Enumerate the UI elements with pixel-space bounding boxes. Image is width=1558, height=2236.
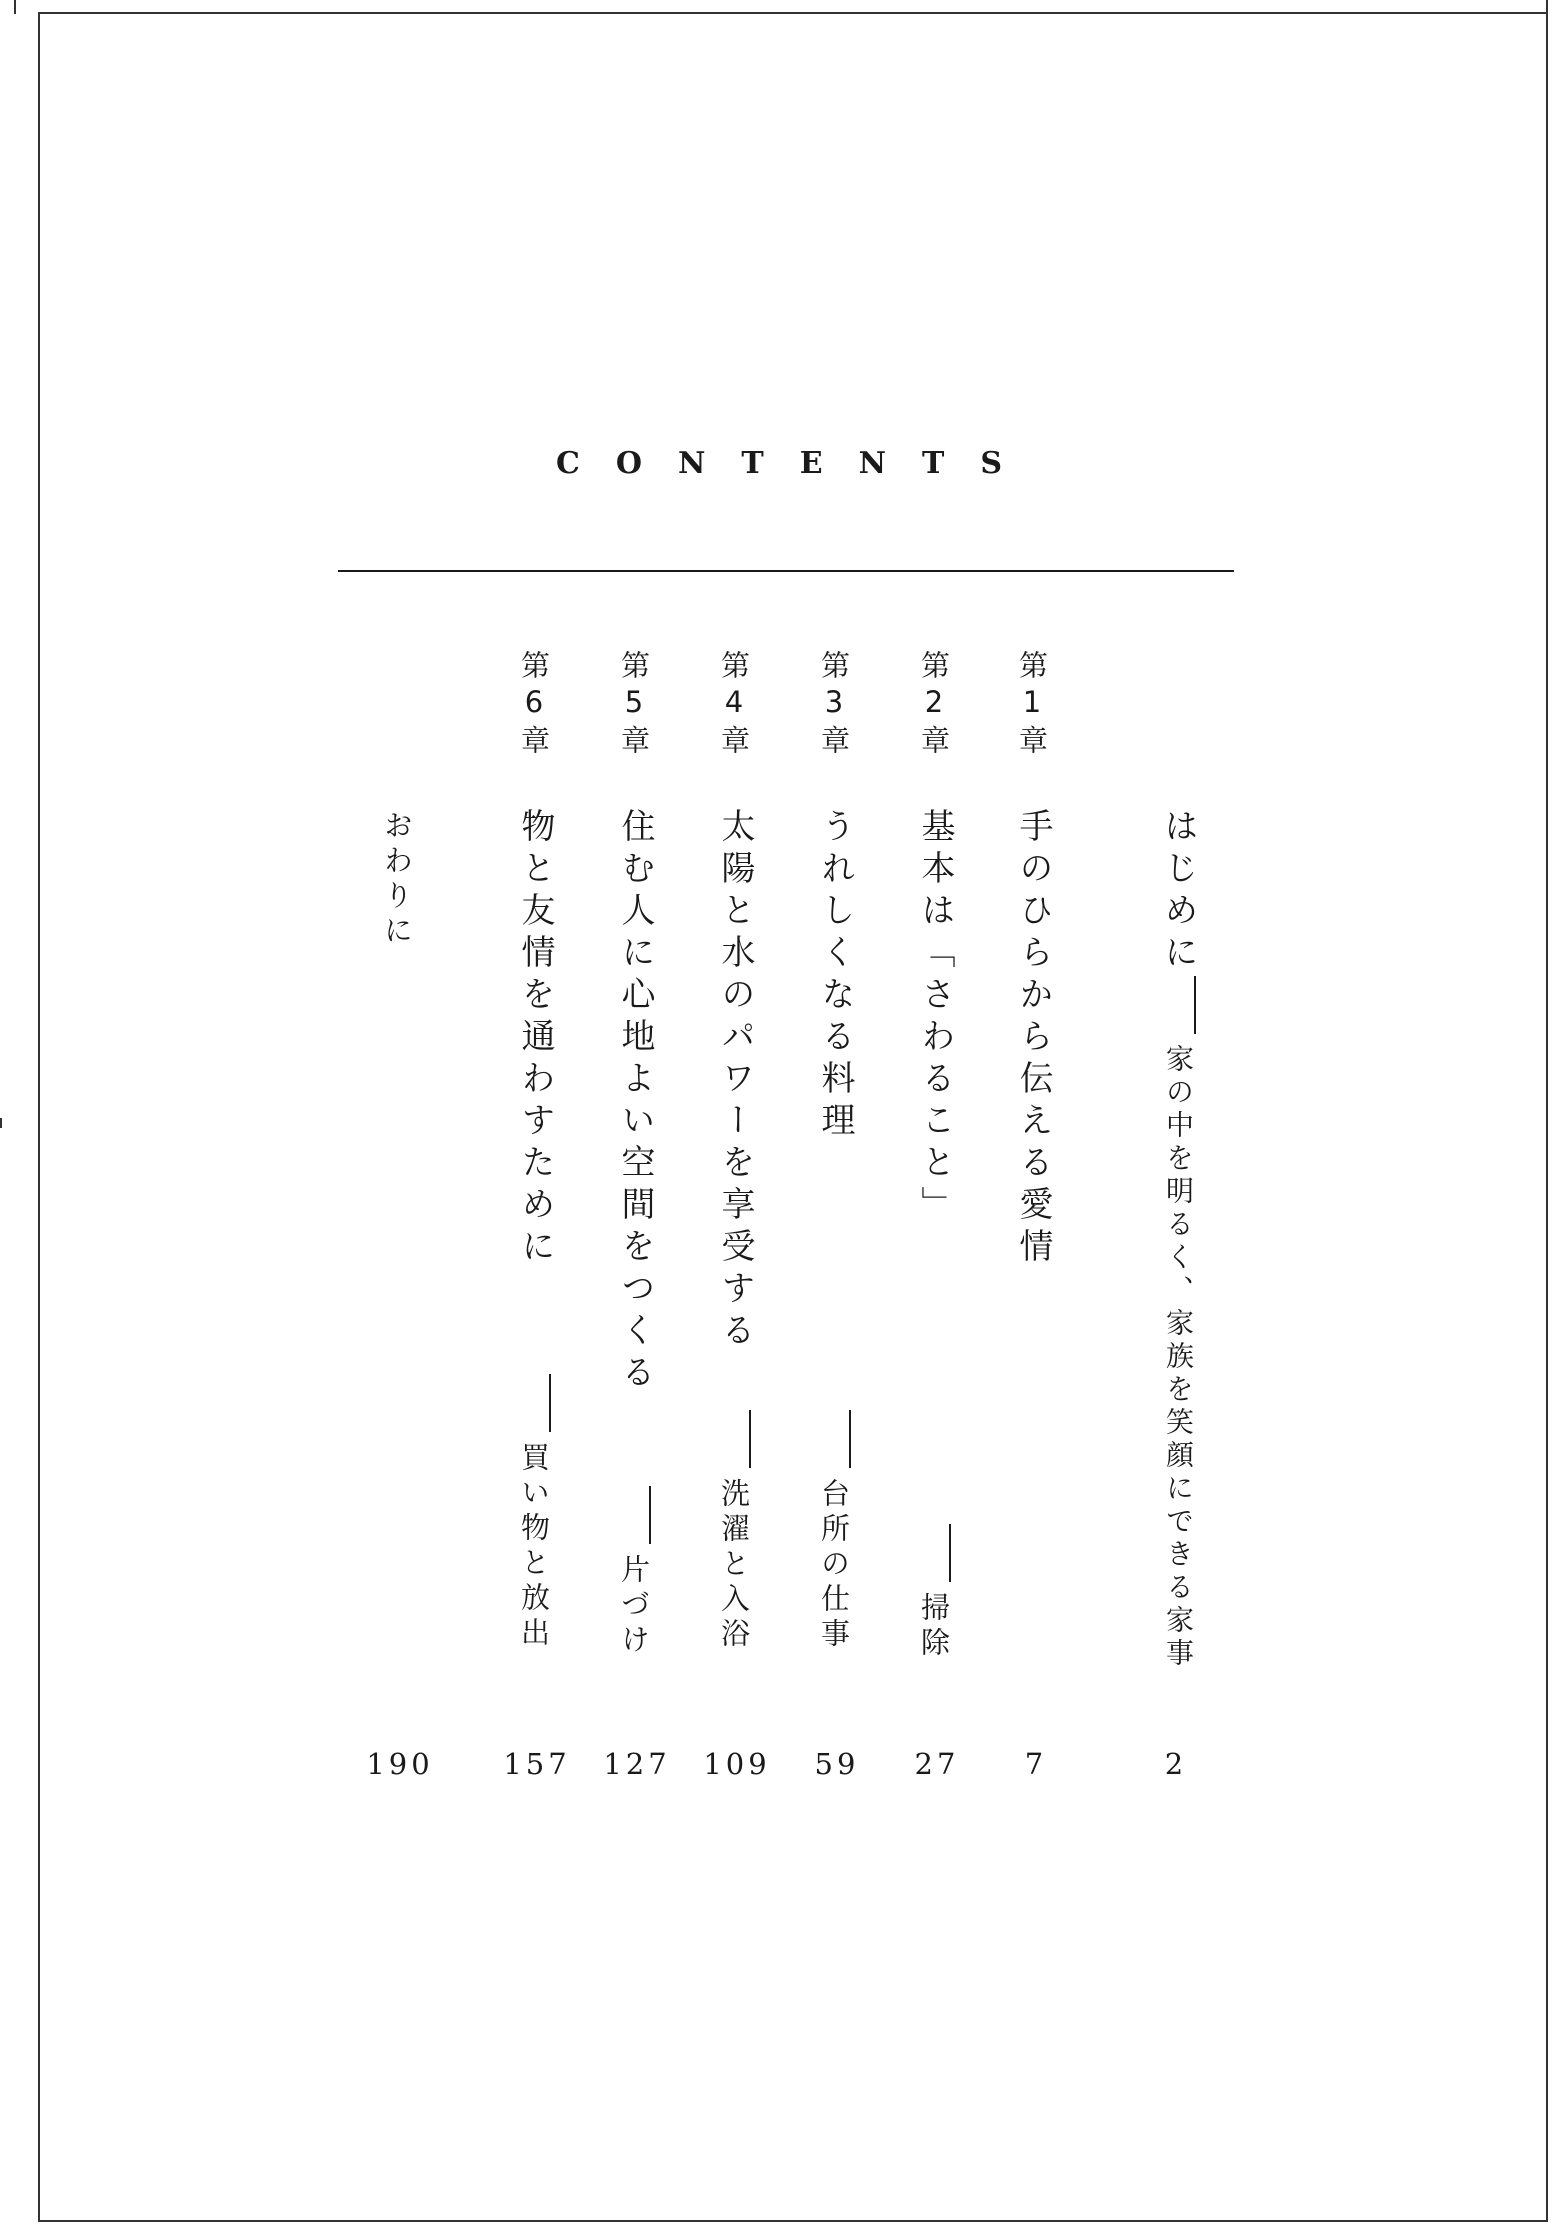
page-number-chapter-4: 109 xyxy=(703,1747,771,1781)
chapter-4-subtitle: 洗濯と入浴 xyxy=(717,1478,751,1653)
chapter-1-number: 第1章 xyxy=(1015,650,1049,760)
page-frame xyxy=(38,12,1548,2222)
crop-mark-top-left xyxy=(14,0,16,14)
page-number-chapter-6: 157 xyxy=(503,1747,571,1781)
page-number-chapter-2: 27 xyxy=(914,1747,960,1781)
em-dash xyxy=(649,1486,651,1544)
chapter-6-subtitle-wrap xyxy=(517,1374,551,1652)
chapter-2-title[interactable]: 基本は「さわること」 xyxy=(915,808,955,1228)
chapter-3-subtitle: 台所の仕事 xyxy=(817,1478,851,1653)
chapter-4-number: 第4章 xyxy=(717,650,751,760)
em-dash xyxy=(1194,976,1196,1034)
crop-mark-left-middle xyxy=(0,1118,2,1128)
chapter-1-title[interactable]: 手のひらから伝える愛情 xyxy=(1013,808,1053,1270)
chapter-6-title[interactable]: 物と友情を通わすために xyxy=(515,808,555,1270)
chapter-6-subtitle: 買い物と放出 xyxy=(517,1442,551,1652)
em-dash xyxy=(849,1410,851,1468)
crop-mark-top-right xyxy=(1546,0,1548,28)
page-number-chapter-3: 59 xyxy=(814,1747,860,1781)
chapter-5-number: 第5章 xyxy=(617,650,651,760)
em-dash xyxy=(549,1374,551,1432)
chapter-4-subtitle-wrap xyxy=(717,1410,751,1653)
chapter-5-subtitle: 片づけ xyxy=(617,1554,651,1659)
chapter-2-subtitle: 掃除 xyxy=(917,1592,951,1662)
toc-intro[interactable] xyxy=(1158,808,1198,1671)
chapter-2-number: 第2章 xyxy=(917,650,951,760)
contents-title: CONTENTS xyxy=(555,446,1039,481)
chapter-3-number: 第3章 xyxy=(817,650,851,760)
chapter-2-subtitle-wrap xyxy=(917,1524,951,1662)
chapter-6-number: 第6章 xyxy=(517,650,551,760)
em-dash xyxy=(949,1524,951,1582)
em-dash xyxy=(749,1410,751,1468)
page-number-outro: 190 xyxy=(366,1747,434,1781)
intro-subtitle: 家の中を明るく、家族を笑顔にできる家事 xyxy=(1162,1044,1195,1671)
toc-outro[interactable]: おわりに xyxy=(380,810,414,950)
chapter-5-subtitle-wrap xyxy=(617,1486,651,1659)
chapter-3-title[interactable]: うれしくなる料理 xyxy=(815,808,855,1144)
page-number-chapter-5: 127 xyxy=(603,1747,671,1781)
chapter-5-title[interactable]: 住む人に心地よい空間をつくる xyxy=(615,808,655,1396)
chapter-4-title[interactable]: 太陽と水のパワーを享受する xyxy=(715,808,755,1354)
title-rule xyxy=(338,570,1234,572)
page-number-chapter-1: 7 xyxy=(1024,1747,1048,1781)
chapter-3-subtitle-wrap xyxy=(817,1410,851,1653)
page-number-intro: 2 xyxy=(1164,1747,1188,1781)
intro-label: はじめに xyxy=(1158,808,1198,976)
